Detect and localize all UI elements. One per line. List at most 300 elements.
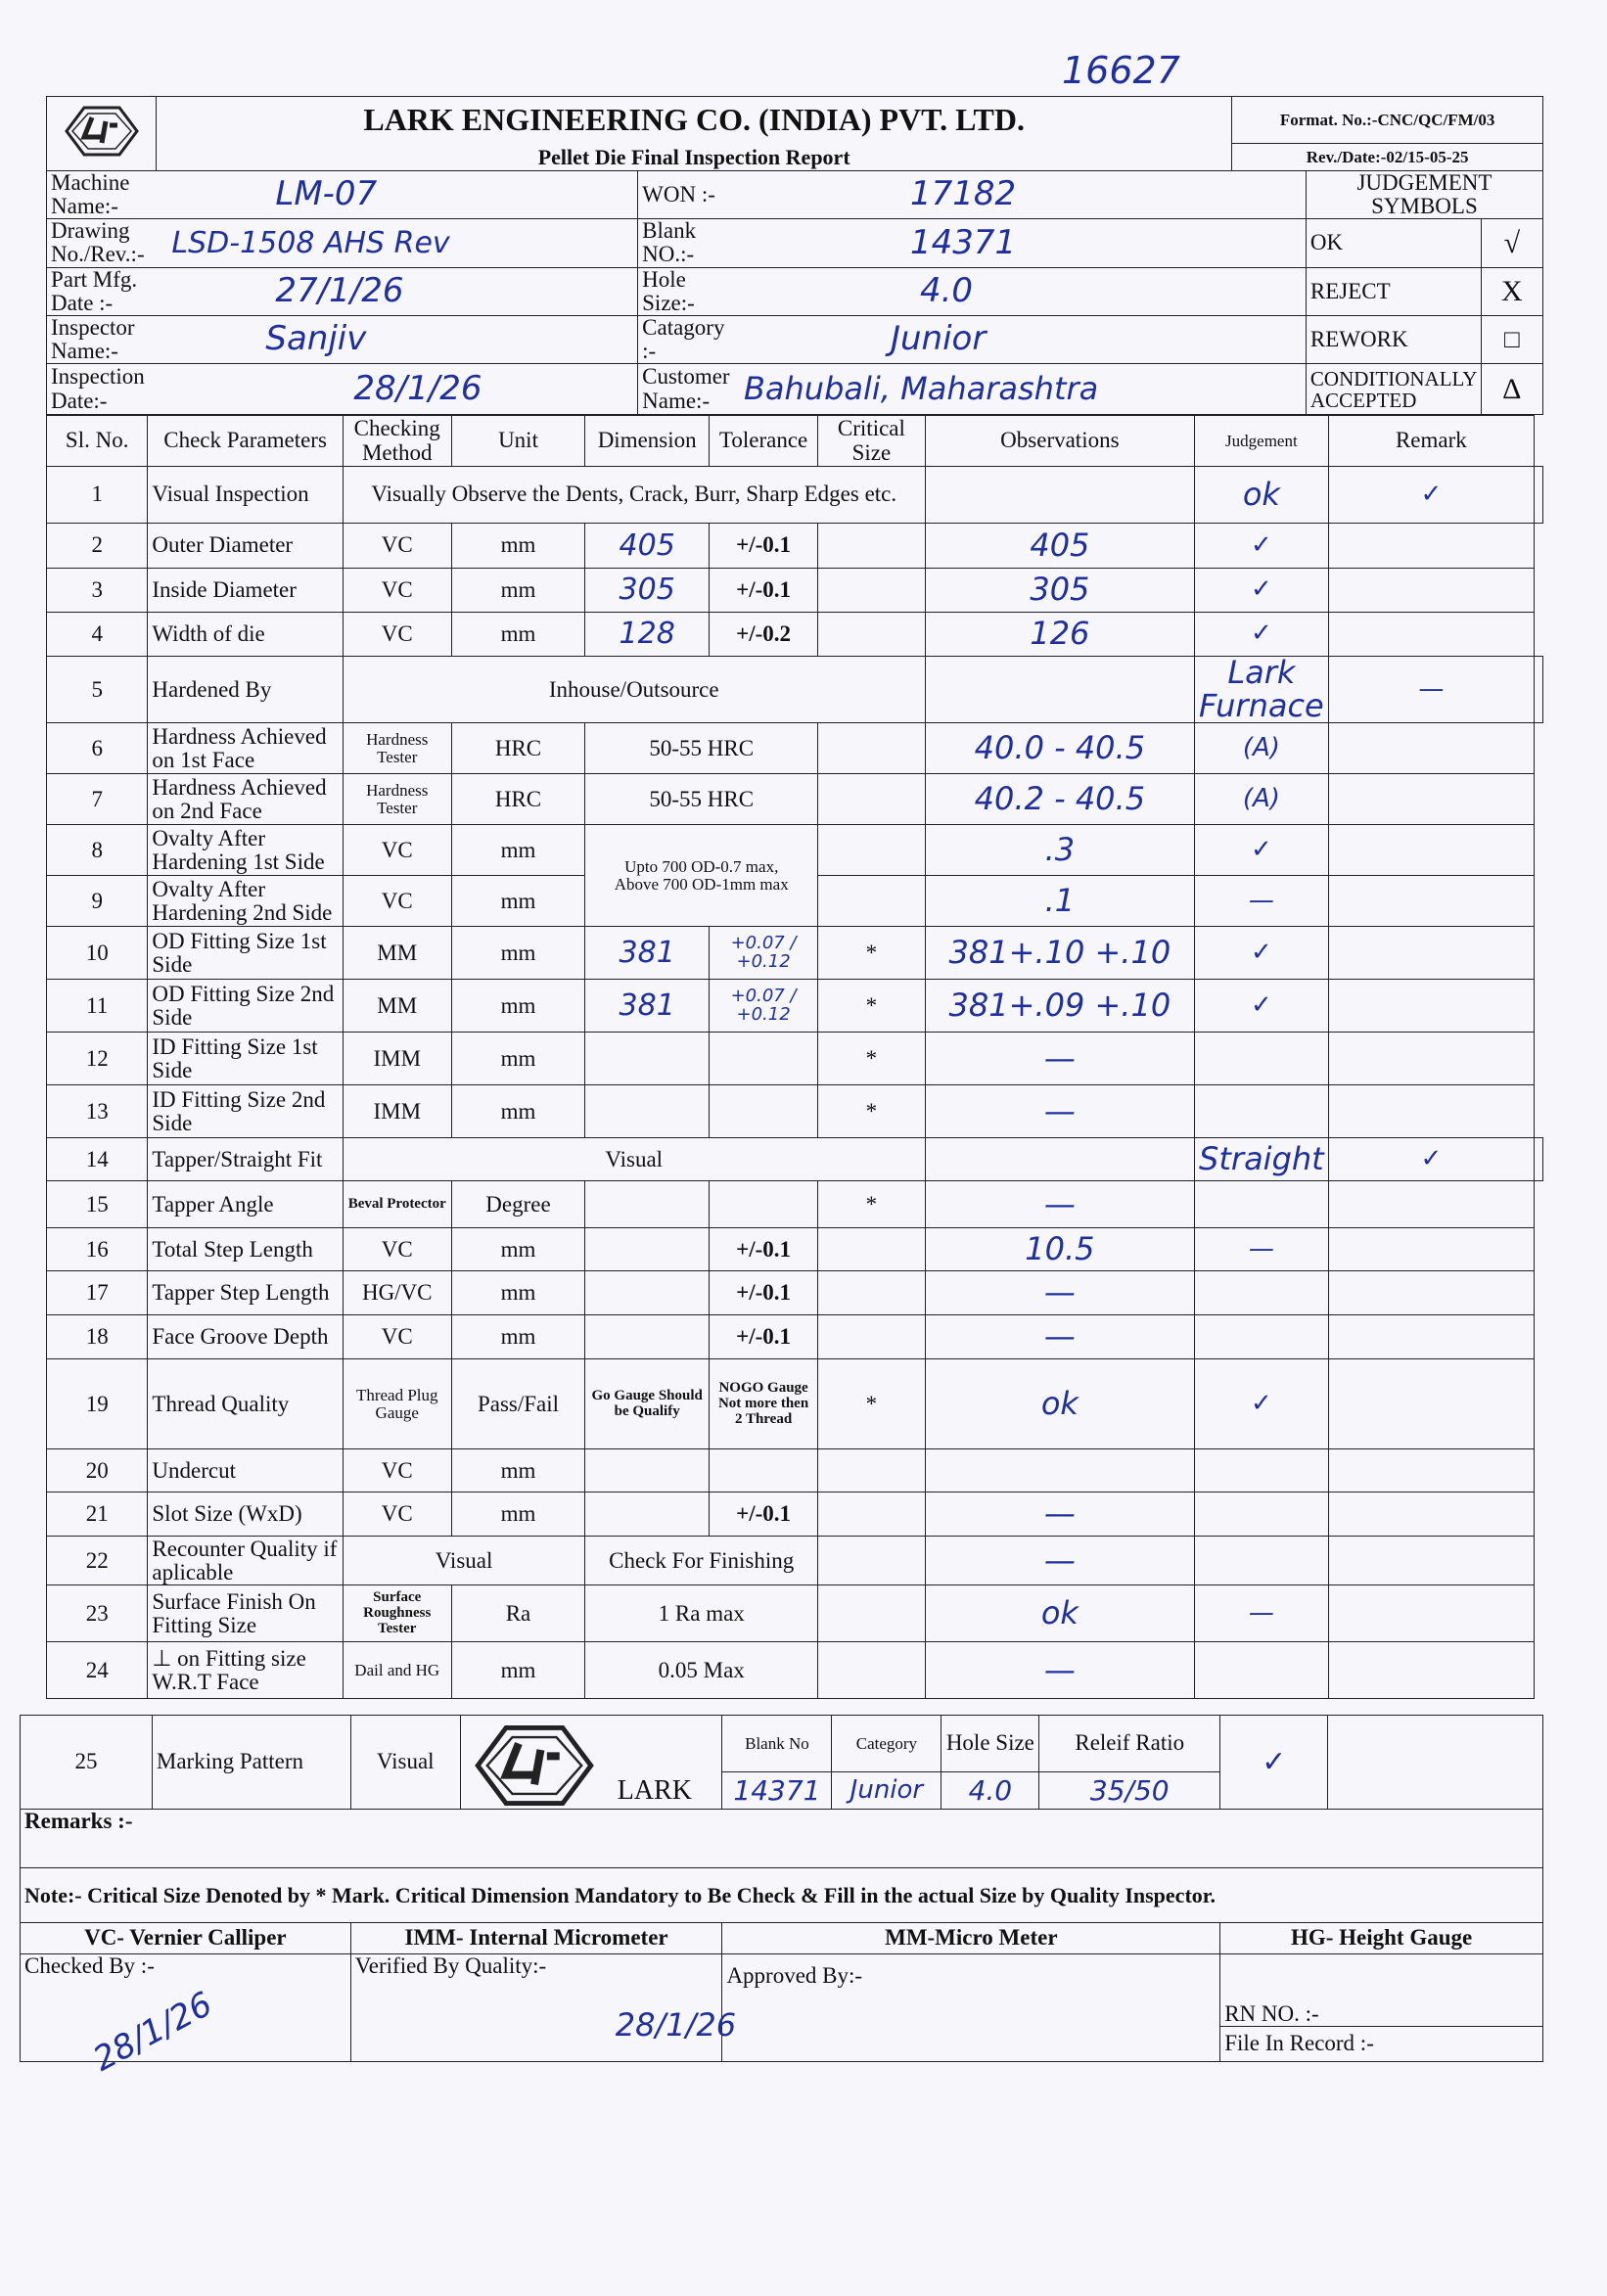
row-judgement	[1195, 1642, 1329, 1699]
row-remark	[1328, 1181, 1534, 1228]
row-unit: Ra	[451, 1585, 585, 1642]
row-judgement	[1195, 1449, 1329, 1492]
row-span: 0.05 Max	[585, 1642, 818, 1699]
row-unit: Pass/Fail	[451, 1359, 585, 1449]
row-tolerance	[710, 1181, 818, 1228]
row-judgement: ✓	[1328, 467, 1534, 524]
row-judgement: (A)	[1195, 774, 1329, 825]
mfg-date-label: Part Mfg. Date :-	[47, 267, 159, 315]
row-observation: Straight	[1195, 1138, 1329, 1181]
format-number: Format. No.:-CNC/QC/FM/03	[1232, 97, 1543, 144]
row-observation: Lark Furnace	[1195, 657, 1329, 723]
row-critical: *	[818, 927, 926, 980]
row-method: MM	[343, 980, 451, 1033]
row-observation: —	[925, 1642, 1194, 1699]
row-dimension	[585, 1315, 710, 1359]
row-sl: 12	[47, 1033, 148, 1085]
row-sl: 16	[47, 1228, 148, 1271]
row-dimension: Go Gauge Should be Qualify	[585, 1359, 710, 1449]
row-sl: 9	[47, 876, 148, 927]
col-unit: Unit	[451, 416, 585, 467]
row-critical: *	[818, 1085, 926, 1138]
row25-sl: 25	[21, 1716, 153, 1810]
col-remark: Remark	[1328, 416, 1534, 467]
drawing-value: LSD-1508 AHS Rev	[158, 219, 637, 267]
row25-v-relief: 35/50	[1039, 1772, 1220, 1810]
verified-by-cell	[350, 1953, 737, 2062]
row-sl: 18	[47, 1315, 148, 1359]
table-row	[47, 569, 1543, 613]
row-param: OD Fitting Size 2nd Side	[148, 980, 343, 1033]
row-tolerance: +/-0.1	[710, 1271, 818, 1315]
row-remark	[1535, 657, 1543, 723]
row-remark	[1328, 1359, 1534, 1449]
row-sl: 8	[47, 825, 148, 876]
row-method: IMM	[343, 1033, 451, 1085]
blank-label: Blank NO.:-	[638, 219, 734, 267]
row-unit: Degree	[451, 1181, 585, 1228]
row-judgement	[1195, 1492, 1329, 1537]
table-row	[47, 774, 1543, 825]
row-span: Visual	[343, 1138, 925, 1181]
hole-size-label: Hole Size:-	[638, 267, 734, 315]
row25-v-category: Junior	[832, 1772, 941, 1810]
row25-v-hole: 4.0	[941, 1772, 1039, 1810]
row-remark	[1328, 927, 1534, 980]
row-observation: —	[925, 1085, 1194, 1138]
row-sl: 7	[47, 774, 148, 825]
row-unit: HRC	[451, 723, 585, 774]
row-method: Surface Roughness Tester	[343, 1585, 451, 1642]
row-tolerance: +/-0.1	[710, 569, 818, 613]
row-tolerance: +/-0.2	[710, 613, 818, 657]
row-critical: *	[818, 1359, 926, 1449]
table-row	[47, 723, 1543, 774]
row-tolerance: +/-0.1	[710, 524, 818, 569]
info-table	[46, 170, 1543, 415]
row-judgement	[1195, 1033, 1329, 1085]
col-judgement: Judgement	[1195, 416, 1329, 467]
row-unit: mm	[451, 569, 585, 613]
row-judgement: ✓	[1328, 1138, 1534, 1181]
table-row	[47, 1085, 1543, 1138]
row-param: OD Fitting Size 1st Side	[148, 927, 343, 980]
row-sl: 2	[47, 524, 148, 569]
row-dimension	[585, 1181, 710, 1228]
row-remark	[1328, 876, 1534, 927]
col-dimension: Dimension	[585, 416, 710, 467]
table-row	[47, 1449, 1543, 1492]
row-dimension	[585, 1228, 710, 1271]
company-name: LARK ENGINEERING CO. (INDIA) PVT. LTD.	[157, 97, 1232, 144]
row-param: Tapper Angle	[148, 1181, 343, 1228]
row-span: Inhouse/Outsource	[343, 657, 925, 723]
mfg-date-value: 27/1/26	[158, 267, 637, 315]
row-dimension	[585, 1271, 710, 1315]
marking-table	[20, 1715, 1543, 2080]
row-tolerance: +0.07 / +0.12	[710, 980, 818, 1033]
row-unit: mm	[451, 524, 585, 569]
row-unit: mm	[451, 1228, 585, 1271]
row-remark	[1328, 825, 1534, 876]
row-tolerance	[710, 1033, 818, 1085]
row-method: MM	[343, 927, 451, 980]
row-unit: mm	[451, 1033, 585, 1085]
row-critical	[925, 657, 1194, 723]
row-remark	[1328, 1642, 1534, 1699]
row-method: VC	[343, 876, 451, 927]
row-critical: *	[818, 1033, 926, 1085]
row-judgement: —	[1195, 1228, 1329, 1271]
row-unit: mm	[451, 825, 585, 876]
row-observation: ok	[1195, 467, 1329, 524]
table-header	[47, 416, 1543, 467]
row-observation: 381+.09 +.10	[925, 980, 1194, 1033]
row-judgement: ✓	[1195, 613, 1329, 657]
row25-h-relief: Releif Ratio	[1039, 1716, 1220, 1772]
legend-hg: HG- Height Gauge	[1220, 1923, 1543, 1954]
row-observation: 40.2 - 40.5	[925, 774, 1194, 825]
row-param: Outer Diameter	[148, 524, 343, 569]
row-observation: ok	[925, 1359, 1194, 1449]
row-param: Visual Inspection	[148, 467, 343, 524]
customer-value: Bahubali, Maharashtra	[734, 364, 1306, 415]
row-sl: 6	[47, 723, 148, 774]
table-row	[47, 1181, 1543, 1228]
logo-cell	[47, 97, 157, 171]
table-row	[47, 613, 1543, 657]
category-label: Catagory :-	[638, 315, 734, 363]
row-remark	[1328, 1537, 1534, 1585]
row-critical	[818, 876, 926, 927]
row-param: Face Groove Depth	[148, 1315, 343, 1359]
row-sl: 14	[47, 1138, 148, 1181]
row-judgement	[1195, 1271, 1329, 1315]
row-span: Visually Observe the Dents, Crack, Burr, Sharp Edges etc.	[343, 467, 925, 524]
row-method: Dail and HG	[343, 1642, 451, 1699]
row-param: Tapper/Straight Fit	[148, 1138, 343, 1181]
table-row	[47, 980, 1543, 1033]
symbol-reject-label: REJECT	[1306, 267, 1481, 315]
row-param: ID Fitting Size 1st Side	[148, 1033, 343, 1085]
file-in-record: File In Record :-	[1220, 2027, 1543, 2062]
machine-label: Machine Name:-	[47, 171, 159, 219]
row-remark	[1328, 1315, 1534, 1359]
machine-value: LM-07	[158, 171, 637, 219]
row-critical	[818, 1271, 926, 1315]
row-observation	[925, 1449, 1194, 1492]
table-row	[47, 1138, 1543, 1181]
row-method: Hardness Tester	[343, 723, 451, 774]
row-critical	[818, 1449, 926, 1492]
row-method: IMM	[343, 1085, 451, 1138]
row-sl: 4	[47, 613, 148, 657]
row-observation: —	[925, 1537, 1194, 1585]
row-judgement: (A)	[1195, 723, 1329, 774]
inspection-date-value: 28/1/26	[158, 364, 637, 415]
row-method: Hardness Tester	[343, 774, 451, 825]
table-row	[47, 467, 1543, 524]
row25-judgement: ✓	[1220, 1716, 1328, 1810]
row-unit: mm	[451, 1271, 585, 1315]
row-remark	[1328, 1085, 1534, 1138]
row25-remark	[1328, 1716, 1543, 1810]
row-observation: .3	[925, 825, 1194, 876]
row-param: Ovalty After Hardening 1st Side	[148, 825, 343, 876]
row-dimension: 128	[585, 613, 710, 657]
row-remark	[1328, 613, 1534, 657]
col-sl: Sl. No.	[47, 416, 148, 467]
row-judgement: ✓	[1195, 569, 1329, 613]
row-param: Slot Size (WxD)	[148, 1492, 343, 1537]
row-dimension	[585, 1033, 710, 1085]
row-tolerance: +/-0.1	[710, 1315, 818, 1359]
legend-imm: IMM- Internal Micrometer	[350, 1923, 722, 1954]
row-tolerance: +/-0.1	[710, 1228, 818, 1271]
inspection-date-label: Inspection Date:-	[47, 364, 159, 415]
row-remark	[1328, 569, 1534, 613]
checked-by-cell	[21, 1953, 351, 2080]
row-judgement	[1195, 1181, 1329, 1228]
table-row	[47, 1271, 1543, 1315]
row-sl: 19	[47, 1359, 148, 1449]
row-judgement: ✓	[1195, 980, 1329, 1033]
row-sl: 15	[47, 1181, 148, 1228]
table-row	[47, 1315, 1543, 1359]
row-unit: mm	[451, 927, 585, 980]
symbol-rework: □	[1481, 315, 1542, 363]
col-param: Check Parameters	[148, 416, 343, 467]
row-judgement: —	[1195, 1585, 1329, 1642]
row-sl: 22	[47, 1537, 148, 1585]
row-observation: —	[925, 1181, 1194, 1228]
customer-label: Customer Name:-	[638, 364, 734, 415]
row-critical	[818, 723, 926, 774]
table-row	[47, 927, 1543, 980]
row-param: Hardness Achieved on 1st Face	[148, 723, 343, 774]
remarks-label: Remarks :-	[21, 1810, 1543, 1868]
row-critical	[818, 524, 926, 569]
row-remark	[1328, 1271, 1534, 1315]
report-title: Pellet Die Final Inspection Report	[157, 144, 1232, 171]
marking-logo-cell	[460, 1716, 722, 1810]
row-unit: mm	[451, 1492, 585, 1537]
row-param: Total Step Length	[148, 1228, 343, 1271]
row-judgement: —	[1195, 876, 1329, 927]
row-observation: ok	[925, 1585, 1194, 1642]
table-row	[47, 524, 1543, 569]
row-param: Undercut	[148, 1449, 343, 1492]
row-critical	[925, 1138, 1194, 1181]
row-param: Tapper Step Length	[148, 1271, 343, 1315]
row-tolerance: +/-0.1	[710, 1492, 818, 1537]
col-critical: Critical Size	[818, 416, 926, 467]
row-param: Inside Diameter	[148, 569, 343, 613]
won-label: WON :-	[638, 171, 734, 219]
row-dimension: 405	[585, 524, 710, 569]
row-remark	[1535, 467, 1543, 524]
symbol-reject: X	[1481, 267, 1542, 315]
row-observation: 381+.10 +.10	[925, 927, 1194, 980]
row-remark	[1328, 1492, 1534, 1537]
row-critical	[818, 825, 926, 876]
row-param: Ovalty After Hardening 2nd Side	[148, 876, 343, 927]
row-observation: —	[925, 1315, 1194, 1359]
row25-h-hole: Hole Size	[941, 1716, 1039, 1772]
row-remark	[1328, 980, 1534, 1033]
col-tolerance: Tolerance	[710, 416, 818, 467]
col-observations: Observations	[925, 416, 1194, 467]
row-method: Beval Protector	[343, 1181, 451, 1228]
row-judgement	[1195, 1537, 1329, 1585]
table-row	[47, 1492, 1543, 1537]
legend-vc: VC- Vernier Calliper	[21, 1923, 351, 1954]
judgement-symbols-title: JUDGEMENT SYMBOLS	[1306, 171, 1542, 219]
row-ovalty-spec	[585, 825, 818, 927]
row-critical	[818, 1228, 926, 1271]
row-critical	[818, 1642, 926, 1699]
row-observation: .1	[925, 876, 1194, 927]
row-method-unit: Visual	[343, 1537, 585, 1585]
row-unit: mm	[451, 613, 585, 657]
row-tolerance: +0.07 / +0.12	[710, 927, 818, 980]
row-method: VC	[343, 524, 451, 569]
row-judgement	[1195, 1085, 1329, 1138]
table-row	[47, 825, 1543, 876]
rn-number: RN NO. :-	[1220, 1954, 1543, 2027]
row-critical	[818, 1537, 926, 1585]
note-text: Note:- Critical Size Denoted by * Mark. Critical Dimension Mandatory to Be Check & Fill in the actual Size by Quality Inspector.	[21, 1868, 1543, 1923]
row-observation: —	[925, 1033, 1194, 1085]
row-method: VC	[343, 1315, 451, 1359]
row-dimension: 305	[585, 569, 710, 613]
row-sl: 11	[47, 980, 148, 1033]
row25-param: Marking Pattern	[152, 1716, 350, 1810]
row-span: 50-55 HRC	[585, 723, 818, 774]
legend-mm: MM-Micro Meter	[722, 1923, 1220, 1954]
row-param: Width of die	[148, 613, 343, 657]
table-row	[47, 1585, 1543, 1642]
row-unit: mm	[451, 1085, 585, 1138]
row-observation: 40.0 - 40.5	[925, 723, 1194, 774]
row-critical	[925, 467, 1194, 524]
row-param: Thread Quality	[148, 1359, 343, 1449]
row-sl: 24	[47, 1642, 148, 1699]
row-unit: mm	[451, 1642, 585, 1699]
row-method: HG/VC	[343, 1271, 451, 1315]
verified-by-date: 28/1/26	[615, 2006, 737, 2043]
row-method: VC	[343, 1228, 451, 1271]
row-dimension	[585, 1492, 710, 1537]
inspector-value: Sanjiv	[158, 315, 637, 363]
row-judgement: ✓	[1195, 1359, 1329, 1449]
symbol-ok: √	[1481, 219, 1542, 267]
hole-size-value: 4.0	[734, 267, 1306, 315]
row-tolerance	[710, 1449, 818, 1492]
row-method: VC	[343, 825, 451, 876]
row-remark	[1328, 1228, 1534, 1271]
row-critical	[818, 569, 926, 613]
row-observation: 405	[925, 524, 1194, 569]
row-method: VC	[343, 1449, 451, 1492]
table-row	[47, 1359, 1543, 1449]
row-tolerance: NOGO Gauge Not more then 2 Thread	[710, 1359, 818, 1449]
row-sl: 13	[47, 1085, 148, 1138]
drawing-label: Drawing No./Rev.:-	[47, 219, 159, 267]
row-remark	[1328, 723, 1534, 774]
row-param: Recounter Quality if aplicable	[148, 1537, 343, 1585]
table-row	[47, 657, 1543, 723]
row-remark	[1328, 1449, 1534, 1492]
col-method: Checking Method	[343, 416, 451, 467]
row-observation: —	[925, 1271, 1194, 1315]
row-judgement: ✓	[1195, 825, 1329, 876]
row-observation: 126	[925, 613, 1194, 657]
row-critical: *	[818, 1181, 926, 1228]
row-method: VC	[343, 569, 451, 613]
row-span: 1 Ra max	[585, 1585, 818, 1642]
ovalty-spec-line2: Above 700 OD-1mm max	[614, 874, 789, 894]
row-dimension	[585, 1085, 710, 1138]
row25-h-category: Category	[832, 1716, 941, 1772]
table-row	[47, 1033, 1543, 1085]
row-critical	[818, 1315, 926, 1359]
row-critical	[818, 1492, 926, 1537]
row-sl: 20	[47, 1449, 148, 1492]
row-observation: 305	[925, 569, 1194, 613]
row25-h-blank: Blank No	[722, 1716, 832, 1772]
marking-logo	[471, 1722, 598, 1810]
row-sl: 21	[47, 1492, 148, 1537]
row-param: ID Fitting Size 2nd Side	[148, 1085, 343, 1138]
row-judgement: —	[1328, 657, 1534, 723]
row-remark	[1328, 774, 1534, 825]
row-remark	[1328, 1033, 1534, 1085]
row-observation: 10.5	[925, 1228, 1194, 1271]
row-tolerance	[710, 1085, 818, 1138]
row-unit: HRC	[451, 774, 585, 825]
symbol-conditional-label: CONDITIONALLY ACCEPTED	[1306, 364, 1481, 415]
row-method: VC	[343, 1492, 451, 1537]
row-unit: mm	[451, 980, 585, 1033]
checked-by-label: Checked By :-	[24, 1953, 155, 1978]
row25-v-blank: 14371	[722, 1772, 832, 1810]
row-param: ⊥ on Fitting size W.R.T Face	[148, 1642, 343, 1699]
won-value: 17182	[734, 171, 1306, 219]
row-judgement	[1195, 1315, 1329, 1359]
row-sl: 3	[47, 569, 148, 613]
row-remark	[1328, 524, 1534, 569]
row-unit: mm	[451, 1449, 585, 1492]
company-logo	[63, 104, 141, 159]
row-sl: 1	[47, 467, 148, 524]
row-sl: 17	[47, 1271, 148, 1315]
row-unit: mm	[451, 876, 585, 927]
row-dimension: 381	[585, 980, 710, 1033]
table-row	[47, 1537, 1543, 1585]
inspection-table	[46, 415, 1543, 1699]
row-sl: 5	[47, 657, 148, 723]
inspector-label: Inspector Name:-	[47, 315, 159, 363]
verified-by-label: Verified By Quality:-	[354, 1953, 547, 1978]
ovalty-spec-line1: Upto 700 OD-0.7 max,	[624, 856, 779, 876]
row-param: Hardness Achieved on 2nd Face	[148, 774, 343, 825]
row-critical: *	[818, 980, 926, 1033]
revision-date: Rev./Date:-02/15-05-25	[1232, 144, 1543, 171]
row-dimension	[585, 1449, 710, 1492]
row-judgement: ✓	[1195, 524, 1329, 569]
row25-method: Visual	[350, 1716, 460, 1810]
